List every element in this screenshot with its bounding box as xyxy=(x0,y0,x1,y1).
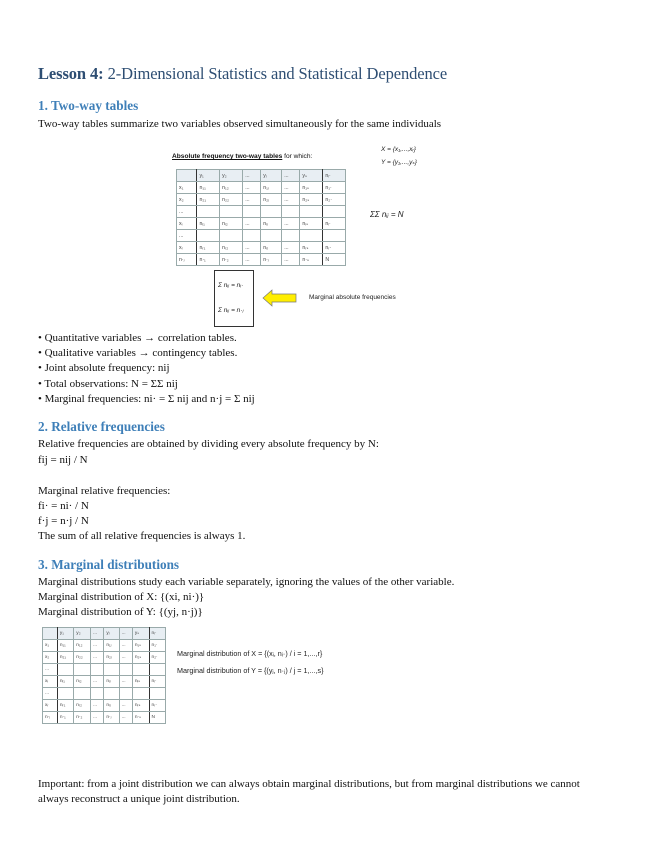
table-cell: ... xyxy=(119,652,132,664)
table-cell: ... xyxy=(243,182,261,194)
table-cell: n·₂ xyxy=(220,254,243,266)
table-cell: n·ₛ xyxy=(300,254,323,266)
marginal-line-2: Marginal distribution of X: {(xi, ni·)} xyxy=(38,591,205,603)
table-cell: ... xyxy=(243,194,261,206)
table-cell: n₂· xyxy=(323,194,346,206)
table-cell: xᵢ xyxy=(177,218,197,230)
table-cell: n₂· xyxy=(149,652,165,664)
table-cell: ... xyxy=(91,628,104,640)
table-cell: y₁ xyxy=(57,628,73,640)
table-row xyxy=(43,676,166,688)
table-cell xyxy=(177,170,197,182)
bullet-item: • Marginal frequencies: ni· = Σ nij and n·j = Σ nij xyxy=(38,392,255,405)
table-cell: nᵢ₁ xyxy=(197,218,220,230)
table-row xyxy=(177,206,346,218)
table-cell: n₁ₛ xyxy=(300,182,323,194)
section-heading-marginal: 3. Marginal distributions xyxy=(38,557,180,572)
table-cell xyxy=(282,230,300,242)
table-cell: n₁₁ xyxy=(197,182,220,194)
relative-line-5: f·j = n·j / N xyxy=(38,515,89,527)
figure1-sum-box xyxy=(214,270,254,327)
table-cell: n₂₁ xyxy=(197,194,220,206)
table-cell: ... xyxy=(282,218,300,230)
bullet-item: • Joint absolute frequency: nij xyxy=(38,362,170,375)
table-cell: nᵢ· xyxy=(149,628,165,640)
table-cell: nᵢₛ xyxy=(132,676,149,688)
table-cell: nᵢⱼ xyxy=(104,676,119,688)
table-row xyxy=(43,652,166,664)
bullet-item: • Total observations: N = ΣΣ nij xyxy=(38,377,178,390)
table-cell: ... xyxy=(282,254,300,266)
marginal-line-1: Marginal distributions study each variable separately, ignoring the values of the other variable. xyxy=(38,576,455,588)
table-cell: ... xyxy=(91,640,104,652)
table-cell xyxy=(119,688,132,700)
table-cell: ... xyxy=(119,640,132,652)
table-cell: n·₁ xyxy=(197,254,220,266)
table-cell: nᵣ· xyxy=(323,242,346,254)
table-cell xyxy=(132,688,149,700)
table-cell xyxy=(91,688,104,700)
marginal-line-3: Marginal distribution of Y: {(yj, n·j)} xyxy=(38,606,203,618)
table-cell: nᵢ· xyxy=(149,676,165,688)
table-cell: x₁ xyxy=(43,640,58,652)
figure1-sum-row: Σ nᵢⱼ = nᵢ· xyxy=(218,282,244,289)
table-cell xyxy=(300,230,323,242)
section-heading-two-way: 1. Two-way tables xyxy=(38,98,139,113)
table-cell: ... xyxy=(282,194,300,206)
table-cell: ... xyxy=(91,652,104,664)
table-cell xyxy=(220,230,243,242)
figure1-var-y: Y = {y₁,...,yₛ} xyxy=(381,159,417,166)
table-cell xyxy=(323,206,346,218)
table-cell: n₁ₛ xyxy=(132,640,149,652)
table-cell xyxy=(57,664,73,676)
table-cell: n·ⱼ xyxy=(43,712,58,724)
table-cell: n₂ⱼ xyxy=(261,194,282,206)
table-cell: nᵢ₂ xyxy=(220,218,243,230)
table-cell: n·₂ xyxy=(74,712,91,724)
table-cell: ... xyxy=(43,664,58,676)
relative-line-2: fij = nij / N xyxy=(38,454,88,466)
table-cell: xᵢ xyxy=(43,676,58,688)
table-row xyxy=(177,230,346,242)
page-title xyxy=(38,64,447,84)
two-way-intro: Two-way tables summarize two variables observed simultaneously for the same individuals xyxy=(38,118,442,130)
important-note: Important: from a joint distribution we can always obtain marginal distributions, but from marginal distributions we cannot always reconstruct a unique joint distribution. xyxy=(38,778,580,806)
table-cell: yⱼ xyxy=(261,170,282,182)
figure1-caption xyxy=(172,153,312,160)
table-cell xyxy=(132,664,149,676)
figure1-table xyxy=(176,169,346,266)
table-cell: ... xyxy=(177,230,197,242)
table-cell: x₁ xyxy=(177,182,197,194)
table-cell: N xyxy=(149,712,165,724)
table-cell: x₂ xyxy=(177,194,197,206)
table-cell: n₁₁ xyxy=(57,640,73,652)
table-cell: nᵣ₂ xyxy=(220,242,243,254)
table-cell: nᵢⱼ xyxy=(261,218,282,230)
table-cell xyxy=(243,230,261,242)
table-cell xyxy=(282,206,300,218)
table-cell: ... xyxy=(119,712,132,724)
table-cell: nᵢ₁ xyxy=(57,676,73,688)
table-cell xyxy=(261,230,282,242)
table-cell: nᵢ· xyxy=(323,218,346,230)
bullet-list xyxy=(38,331,255,407)
table-cell: ... xyxy=(91,700,104,712)
table-cell xyxy=(149,688,165,700)
table-cell: nᵣ₁ xyxy=(197,242,220,254)
table-cell: nᵣₛ xyxy=(300,242,323,254)
table-row xyxy=(43,700,166,712)
table-cell: nᵢₛ xyxy=(300,218,323,230)
table-cell: n₁· xyxy=(323,182,346,194)
table-cell: nᵢ· xyxy=(323,170,346,182)
table-header-row xyxy=(43,628,166,640)
table-cell xyxy=(243,206,261,218)
table-cell: ... xyxy=(282,170,300,182)
table-cell: ... xyxy=(91,676,104,688)
table-cell: y₁ xyxy=(197,170,220,182)
figure1-table-wrap xyxy=(176,169,346,266)
table-cell: x₂ xyxy=(43,652,58,664)
table-cell xyxy=(197,230,220,242)
table-cell xyxy=(300,206,323,218)
table-cell: N xyxy=(323,254,346,266)
table-cell xyxy=(197,206,220,218)
figure1-arrow-label: Marginal absolute frequencies xyxy=(309,294,396,301)
figure2-label-y: Marginal distribution of Y = {(yⱼ, n·ⱼ) / j = 1,...,s} xyxy=(177,666,324,675)
table-cell: nᵢ₂ xyxy=(74,676,91,688)
figure1-var-x: X = {x₁,...,xᵣ} xyxy=(381,146,416,153)
bullet-item: • Qualitative variables → contingency tables. xyxy=(38,347,238,360)
table-cell: ... xyxy=(243,254,261,266)
figure1-total-formula: ΣΣ nᵢⱼ = N xyxy=(370,210,404,219)
table-cell: n₁₂ xyxy=(74,640,91,652)
section-heading-relative: 2. Relative frequencies xyxy=(38,419,165,434)
table-cell: ... xyxy=(243,242,261,254)
table-cell: ... xyxy=(119,676,132,688)
table-cell xyxy=(104,688,119,700)
figure1-sum-col: Σ nᵢⱼ = n·ⱼ xyxy=(218,307,244,314)
table-cell: y₂ xyxy=(220,170,243,182)
table-cell xyxy=(220,206,243,218)
lesson-title: 2-Dimensional Statistics and Statistical Dependence xyxy=(107,64,448,83)
table-cell: nᵣₛ xyxy=(132,700,149,712)
table-cell: n₁ⱼ xyxy=(261,182,282,194)
table-cell: n₂₂ xyxy=(74,652,91,664)
table-cell: nᵣⱼ xyxy=(261,242,282,254)
table-cell: ... xyxy=(119,628,132,640)
table-cell: ... xyxy=(43,688,58,700)
table-cell xyxy=(104,664,119,676)
table-cell xyxy=(119,664,132,676)
table-row xyxy=(177,242,346,254)
table-cell xyxy=(43,628,58,640)
table-cell xyxy=(74,688,91,700)
table-cell: ... xyxy=(282,182,300,194)
table-row xyxy=(43,688,166,700)
figure2-table-wrap xyxy=(42,627,166,724)
relative-line-6: The sum of all relative frequencies is always 1. xyxy=(38,530,246,542)
relative-line-3: Marginal relative frequencies: xyxy=(38,485,171,497)
table-cell: n₂₂ xyxy=(220,194,243,206)
table-cell xyxy=(91,664,104,676)
table-row xyxy=(177,194,346,206)
table-cell xyxy=(323,230,346,242)
relative-line-1: Relative frequencies are obtained by dividing every absolute frequency by N: xyxy=(38,438,379,450)
table-row xyxy=(43,640,166,652)
table-cell: y₂ xyxy=(74,628,91,640)
table-cell: yⱼ xyxy=(104,628,119,640)
table-cell: n₂ⱼ xyxy=(104,652,119,664)
table-row xyxy=(43,664,166,676)
table-cell: ... xyxy=(282,242,300,254)
table-footer-row xyxy=(177,254,346,266)
table-row xyxy=(177,218,346,230)
table-header-row xyxy=(177,170,346,182)
table-cell: n₁₂ xyxy=(220,182,243,194)
table-cell: ... xyxy=(177,206,197,218)
table-cell: n·ⱼ xyxy=(177,254,197,266)
table-cell: ... xyxy=(243,218,261,230)
table-cell: xᵣ xyxy=(177,242,197,254)
table-cell: n₂ₛ xyxy=(132,652,149,664)
table-cell: n·ⱼ xyxy=(261,254,282,266)
table-cell: xᵣ xyxy=(43,700,58,712)
table-cell xyxy=(57,688,73,700)
table-cell: n₂₁ xyxy=(57,652,73,664)
table-cell: yₛ xyxy=(132,628,149,640)
table-cell xyxy=(149,664,165,676)
table-footer-row xyxy=(43,712,166,724)
figure1-caption-rest: for which: xyxy=(282,153,313,160)
relative-line-4: fi· = ni· / N xyxy=(38,500,89,512)
lesson-label: Lesson 4: xyxy=(38,64,104,83)
figure1-caption-bold: Absolute frequency two-way tables xyxy=(172,153,283,160)
table-cell: n·ⱼ xyxy=(104,712,119,724)
table-cell: nᵣⱼ xyxy=(104,700,119,712)
table-cell: nᵣ₁ xyxy=(57,700,73,712)
table-cell xyxy=(261,206,282,218)
table-cell: ... xyxy=(119,700,132,712)
table-cell: ... xyxy=(243,170,261,182)
table-cell: n₁ⱼ xyxy=(104,640,119,652)
table-cell: yₛ xyxy=(300,170,323,182)
table-cell: nᵣ· xyxy=(149,700,165,712)
arrow-left-icon xyxy=(262,289,298,307)
table-cell: n·₁ xyxy=(57,712,73,724)
figure2-label-x: Marginal distribution of X = {(xᵢ, nᵢ·) / i = 1,...,r} xyxy=(177,649,323,658)
table-cell: ... xyxy=(91,712,104,724)
table-cell xyxy=(74,664,91,676)
table-cell: nᵣ₂ xyxy=(74,700,91,712)
table-cell: n₁· xyxy=(149,640,165,652)
table-cell: n·ₛ xyxy=(132,712,149,724)
table-cell: n₂ₛ xyxy=(300,194,323,206)
table-row xyxy=(177,182,346,194)
bullet-item: • Quantitative variables → correlation tables. xyxy=(38,332,237,344)
figure2-table xyxy=(42,627,166,724)
